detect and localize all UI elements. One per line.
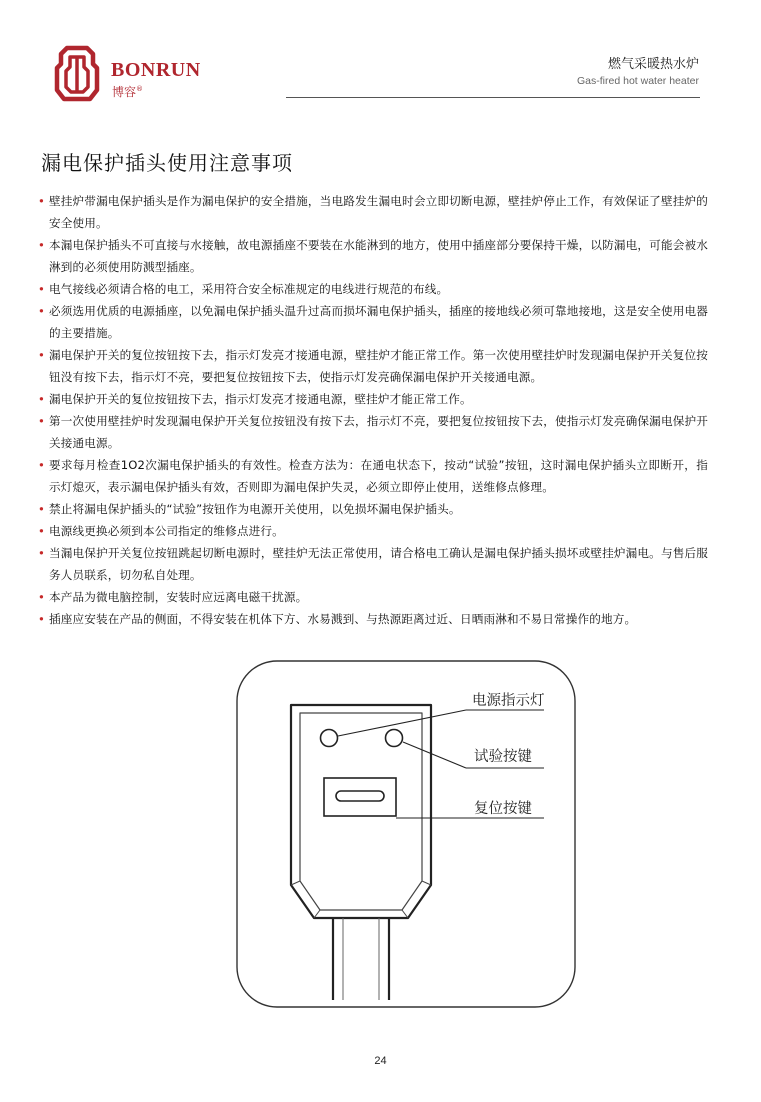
- page-number: 24: [374, 1055, 387, 1067]
- list-item: • 禁止将漏电保护插头的“试验”按钮作为电源开关使用，以免损坏漏电保护插头。: [38, 498, 708, 520]
- brand-name-en: BONRUN: [111, 59, 201, 81]
- header-divider: [286, 97, 700, 98]
- list-item: • 本漏电保护插头不可直接与水接触，故电源插座不要装在水能淋到的地方，使用中插座部分要保持干燥，以防漏电，可能会被水淋到的必须使用防溅型插座。: [38, 234, 708, 278]
- brand-logo-icon: [54, 45, 100, 103]
- list-item: • 漏电保护开关的复位按钮按下去，指示灯发亮才接通电源，壁挂炉才能正常工作。第一次使用壁挂炉时发现漏电保护开关复位按钮没有按下去，指示灯不亮，要把复位按钮按下去，使指示灯发亮确保漏电保护开关接通电源。: [38, 344, 708, 388]
- brand-name-cn: 博容®: [112, 85, 144, 99]
- list-item: • 必须选用优质的电源插座，以免漏电保护插头温升过高而损坏漏电保护插头，插座的接地线必须可靠地接地，这是安全使用电器的主要措施。: [38, 300, 708, 344]
- label-reset-button: 复位按键: [474, 801, 532, 817]
- power-indicator-light: [321, 730, 338, 747]
- test-button-shape: [386, 730, 403, 747]
- list-item: • 漏电保护开关的复位按钮按下去，指示灯发亮才接通电源，壁挂炉才能正常工作。: [38, 388, 708, 410]
- label-power-light: 电源指示灯: [472, 693, 545, 709]
- header-title: 燃气采暖热水炉: [607, 57, 699, 72]
- list-item: • 电源线更换必须到本公司指定的维修点进行。: [38, 520, 708, 542]
- list-item: • 本产品为微电脑控制，安装时应远离电磁干扰源。: [38, 586, 708, 608]
- precaution-list: [38, 190, 708, 630]
- label-test-button: 试验按键: [474, 749, 532, 765]
- header-subtitle: Gas-fired hot water heater: [577, 75, 699, 87]
- list-item: • 插座应安装在产品的侧面，不得安装在机体下方、水易溅到、与热源距离过近、日晒雨淋和不易日常操作的地方。: [38, 608, 708, 630]
- page-title: 漏电保护插头使用注意事项: [41, 151, 293, 175]
- list-item: • 电气接线必须请合格的电工，采用符合安全标准规定的电线进行规范的布线。: [38, 278, 708, 300]
- plug-diagram: [236, 660, 576, 1010]
- list-item: • 壁挂炉带漏电保护插头是作为漏电保护的安全措施，当电路发生漏电时会立即切断电源，壁挂炉停止工作，有效保证了壁挂炉的安全使用。: [38, 190, 708, 234]
- list-item: • 第一次使用壁挂炉时发现漏电保护开关复位按钮没有按下去，指示灯不亮，要把复位按钮按下去，使指示灯发亮确保漏电保护开关接通电源。: [38, 410, 708, 454]
- list-item: • 当漏电保护开关复位按钮跳起切断电源时，壁挂炉无法正常使用，请合格电工确认是漏电保护插头损坏或壁挂炉漏电。与售后服务人员联系，切勿私自处理。: [38, 542, 708, 586]
- list-item: • 要求每月检查1O2次漏电保护插头的有效性。检查方法为：在通电状态下，按动“试验”按钮，这时漏电保护插头立即断开，指示灯熄灭，表示漏电保护插头有效，否则即为漏电保护失灵，必须立即停止使用，送维修点修理。: [38, 454, 708, 498]
